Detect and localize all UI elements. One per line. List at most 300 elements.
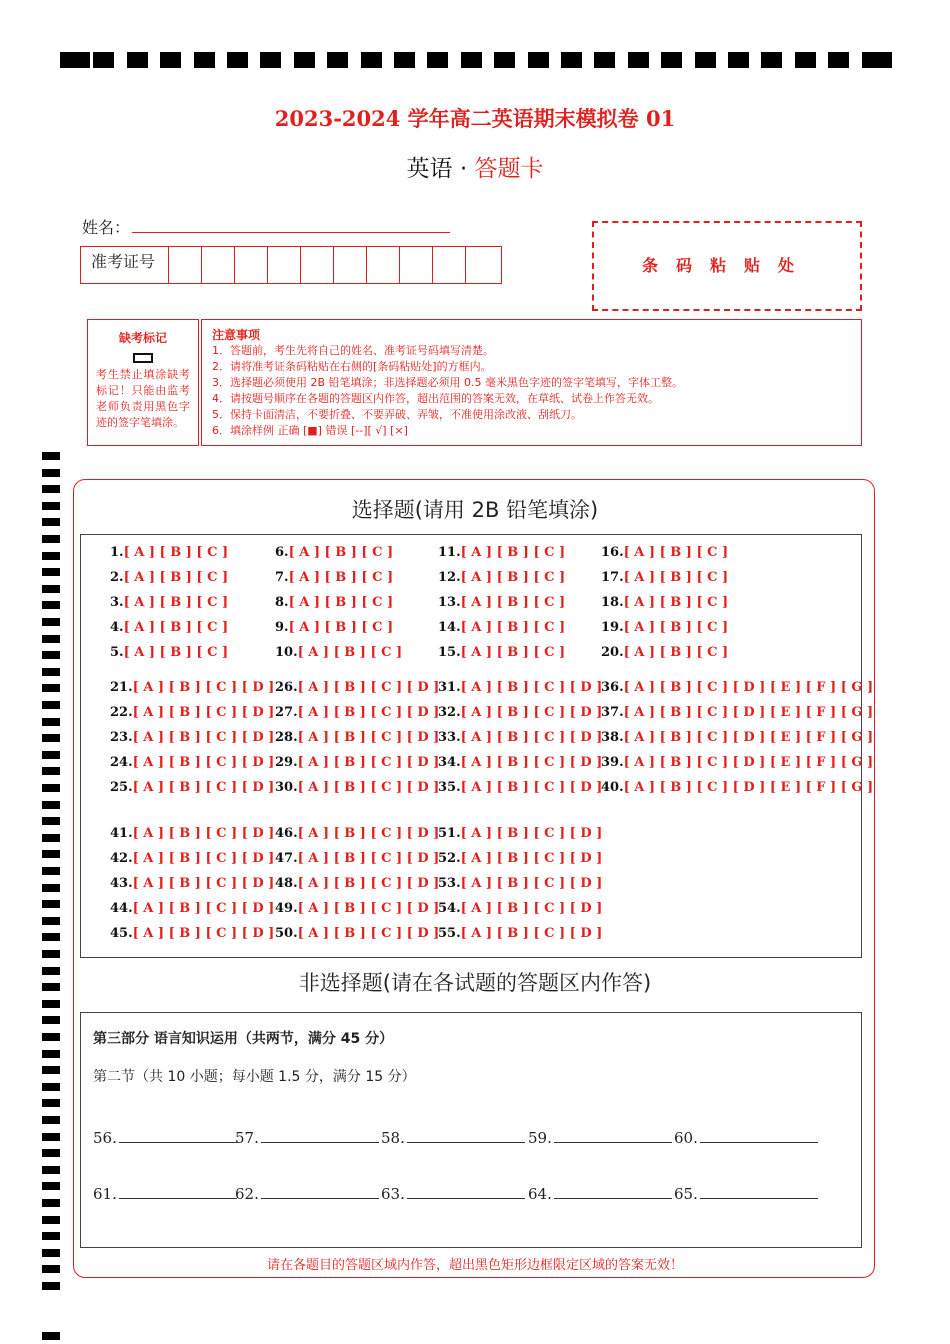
question-number: 29. — [275, 755, 298, 770]
question-number: 45. — [110, 926, 133, 941]
answer-options[interactable]: [ A ] [ B ] [ C ] [ D ] — [297, 926, 440, 941]
mc-question[interactable] — [275, 680, 439, 695]
note-item: 3．选择题必须使用 2B 铅笔填涂；非选择题必须用 0.5 毫米黑色字迹的签字笔填写，字体工整。 — [212, 376, 684, 389]
answer-options[interactable]: [ A ] [ B ] [ C ] — [123, 545, 229, 560]
timing-mark — [42, 535, 60, 543]
answer-options[interactable]: [ A ] [ B ] [ C ] [ D ] — [297, 780, 440, 795]
question-number: 30. — [275, 780, 298, 795]
answer-options[interactable]: [ A ] [ B ] [ C ] [ D ] — [297, 851, 440, 866]
footer-warning: 请在各题目的答题区域内作答，超出黑色矩形边框限定区域的答案无效！ — [266, 1258, 683, 1273]
answer-options[interactable]: [ A ] [ B ] [ C ] [ D ] — [460, 851, 603, 866]
question-number: 33. — [438, 730, 461, 745]
blank-answer[interactable] — [528, 1184, 672, 1203]
blank-answer[interactable] — [674, 1128, 818, 1147]
timing-mark — [42, 1133, 60, 1141]
blank-answer[interactable] — [235, 1128, 379, 1147]
blank-number: 64. — [528, 1185, 552, 1203]
question-number: 13. — [438, 595, 461, 610]
mc-question[interactable] — [275, 901, 439, 916]
name-field[interactable] — [132, 232, 450, 233]
timing-mark — [594, 52, 615, 68]
mc-question[interactable] — [601, 595, 728, 610]
question-number: 22. — [110, 705, 133, 720]
timing-mark — [60, 52, 90, 68]
id-digit-cell[interactable] — [367, 247, 400, 283]
question-number: 6. — [275, 545, 289, 560]
answer-options[interactable]: [ A ] [ B ] [ C ] — [123, 595, 229, 610]
mc-question[interactable] — [275, 730, 439, 745]
mc-question[interactable] — [275, 780, 439, 795]
answer-options[interactable]: [ A ] [ B ] [ C ] [ D ] — [460, 901, 603, 916]
answer-options[interactable]: [ A ] [ B ] [ C ] — [460, 645, 566, 660]
question-number: 14. — [438, 620, 461, 635]
timing-mark — [661, 52, 682, 68]
answer-options[interactable]: [ A ] [ B ] [ C ] [ D ] [ E ] [ F ] [ G ] — [623, 705, 874, 720]
blank-line[interactable] — [119, 1184, 237, 1199]
separator-dot: · — [459, 156, 468, 182]
timing-marks-side — [42, 452, 62, 1342]
answer-options[interactable]: [ A ] [ B ] [ C ] [ D ] — [132, 755, 275, 770]
answer-options[interactable]: [ A ] [ B ] [ C ] — [123, 620, 229, 635]
answer-options[interactable]: [ A ] [ B ] [ C ] [ D ] — [297, 755, 440, 770]
answer-options[interactable]: [ A ] [ B ] [ C ] [ D ] [ E ] [ F ] [ G ] — [623, 730, 874, 745]
timing-mark — [327, 52, 348, 68]
timing-mark — [42, 668, 60, 676]
mc-question[interactable] — [601, 780, 873, 795]
timing-mark — [42, 1066, 60, 1074]
timing-mark — [42, 950, 60, 958]
blank-answer[interactable] — [381, 1184, 525, 1203]
timing-mark — [828, 52, 849, 68]
timing-mark — [795, 52, 816, 68]
question-number: 53. — [438, 876, 461, 891]
question-number: 21. — [110, 680, 133, 695]
question-number: 54. — [438, 901, 461, 916]
question-number: 46. — [275, 826, 298, 841]
timing-mark — [494, 52, 515, 68]
mc-question[interactable] — [110, 620, 228, 635]
mc-question[interactable] — [275, 595, 393, 610]
exam-id-label: 准考证号 — [81, 247, 169, 283]
question-number: 55. — [438, 926, 461, 941]
question-number: 44. — [110, 901, 133, 916]
blank-number: 62. — [235, 1185, 259, 1203]
question-number: 52. — [438, 851, 461, 866]
timing-mark — [461, 52, 482, 68]
mc-question[interactable] — [601, 620, 728, 635]
timing-mark — [93, 52, 114, 68]
question-number: 19. — [601, 620, 624, 635]
answer-options[interactable]: [ A ] [ B ] [ C ] [ D ] — [297, 826, 440, 841]
mc-question[interactable] — [601, 755, 873, 770]
mc-question[interactable] — [601, 545, 728, 560]
question-number: 15. — [438, 645, 461, 660]
mc-question[interactable] — [275, 570, 393, 585]
question-number: 10. — [275, 645, 298, 660]
answer-options[interactable]: [ A ] [ B ] [ C ] [ D ] — [460, 826, 603, 841]
timing-mark — [42, 801, 60, 809]
blank-answer[interactable] — [674, 1184, 818, 1203]
question-number: 51. — [438, 826, 461, 841]
blank-number: 58. — [381, 1129, 405, 1147]
mc-question[interactable] — [110, 645, 228, 660]
answer-options[interactable]: [ A ] [ B ] [ C ] [ D ] — [132, 851, 275, 866]
answer-options[interactable]: [ A ] [ B ] [ C ] [ D ] — [132, 826, 275, 841]
timing-mark — [42, 485, 60, 493]
answer-options[interactable]: [ A ] [ B ] [ C ] [ D ] — [460, 780, 603, 795]
mc-question[interactable] — [275, 545, 393, 560]
timing-mark — [761, 52, 782, 68]
mc-question[interactable] — [275, 926, 439, 941]
answer-options[interactable]: [ A ] [ B ] [ C ] — [288, 545, 394, 560]
timing-mark — [42, 601, 60, 609]
timing-mark — [42, 701, 60, 709]
answer-options[interactable]: [ A ] [ B ] [ C ] — [288, 620, 394, 635]
question-number: 23. — [110, 730, 133, 745]
answer-options[interactable]: [ A ] [ B ] [ C ] — [623, 570, 729, 585]
question-number: 7. — [275, 570, 289, 585]
mc-question[interactable] — [601, 730, 873, 745]
non-mc-section-title: 非选择题(请在各试题的答题区内作答) — [298, 971, 652, 995]
answer-options[interactable]: [ A ] [ B ] [ C ] — [460, 620, 566, 635]
note-item: 6．填涂样例 正确 [■] 错误 [--][ √] [×] — [212, 424, 408, 437]
part3-heading: 第三部分 语言知识运用（共两节，满分 45 分） — [93, 1031, 394, 1047]
blank-answer[interactable] — [235, 1184, 379, 1203]
answer-options[interactable]: [ A ] [ B ] [ C ] [ D ] — [132, 730, 275, 745]
timing-mark — [42, 1182, 60, 1190]
mc-question[interactable] — [438, 755, 602, 770]
timing-mark — [42, 1216, 60, 1224]
answer-options[interactable]: [ A ] [ B ] [ C ] [ D ] — [297, 680, 440, 695]
answer-options[interactable]: [ A ] [ B ] [ C ] [ D ] [ E ] [ F ] [ G ] — [623, 755, 874, 770]
mc-question[interactable] — [438, 545, 565, 560]
question-number: 39. — [601, 755, 624, 770]
answer-options[interactable]: [ A ] [ B ] [ C ] [ D ] — [132, 926, 275, 941]
id-digit-cell[interactable] — [169, 247, 202, 283]
blank-number: 59. — [528, 1129, 552, 1147]
timing-mark — [42, 1116, 60, 1124]
timing-mark — [561, 52, 582, 68]
mc-question[interactable] — [110, 755, 274, 770]
timing-mark — [42, 1282, 60, 1290]
question-number: 40. — [601, 780, 624, 795]
timing-mark — [42, 900, 60, 908]
answer-options[interactable]: [ A ] [ B ] [ C ] [ D ] — [460, 755, 603, 770]
mc-question[interactable] — [601, 645, 728, 660]
answer-options[interactable]: [ A ] [ B ] [ C ] — [623, 645, 729, 660]
mc-question[interactable] — [110, 545, 228, 560]
answer-options[interactable]: [ A ] [ B ] [ C ] [ D ] — [460, 876, 603, 891]
question-number: 36. — [601, 680, 624, 695]
blank-line[interactable] — [700, 1184, 818, 1199]
question-number: 20. — [601, 645, 624, 660]
blank-answer[interactable] — [93, 1184, 237, 1203]
timing-mark — [628, 52, 649, 68]
mc-question[interactable] — [438, 876, 602, 891]
timing-mark — [127, 52, 148, 68]
answer-options[interactable]: [ A ] [ B ] [ C ] — [123, 645, 229, 660]
blank-answer[interactable] — [381, 1128, 525, 1147]
timing-mark — [42, 1166, 60, 1174]
section2-heading: 第二节（共 10 小题；每小题 1.5 分，满分 15 分） — [93, 1069, 416, 1085]
timing-mark — [42, 651, 60, 659]
timing-mark — [42, 850, 60, 858]
mc-question[interactable] — [110, 730, 274, 745]
timing-mark — [42, 734, 60, 742]
mc-question[interactable] — [275, 620, 393, 635]
timing-mark — [42, 834, 60, 842]
answer-options[interactable]: [ A ] [ B ] [ C ] [ D ] — [297, 901, 440, 916]
id-digit-cell[interactable] — [466, 247, 499, 283]
absent-mark-box — [87, 319, 199, 446]
timing-mark — [728, 52, 749, 68]
timing-mark — [42, 1016, 60, 1024]
absent-description: 考生禁止填涂缺考标记！只能由监考老师负责用黑色字迹的签字笔填涂。 — [96, 368, 190, 429]
notes-heading: 注意事项 — [212, 328, 261, 342]
mc-question[interactable] — [275, 876, 439, 891]
mc-question[interactable] — [275, 705, 439, 720]
mc-question[interactable] — [438, 595, 565, 610]
mc-question[interactable] — [438, 570, 565, 585]
question-number: 12. — [438, 570, 461, 585]
timing-mark — [42, 585, 60, 593]
answer-options[interactable]: [ A ] [ B ] [ C ] [ D ] — [132, 780, 275, 795]
note-item: 5．保持卡面清洁，不要折叠、不要弄破、弄皱，不准使用涂改液、刮纸刀。 — [212, 408, 582, 421]
mc-question[interactable] — [110, 595, 228, 610]
question-number: 48. — [275, 876, 298, 891]
mc-question[interactable] — [438, 901, 602, 916]
timing-mark — [42, 1099, 60, 1107]
answer-options[interactable]: [ A ] [ B ] [ C ] [ D ] — [132, 901, 275, 916]
mc-question[interactable] — [438, 680, 602, 695]
id-digit-cell[interactable] — [301, 247, 334, 283]
mc-question[interactable] — [601, 570, 728, 585]
timing-mark — [862, 52, 892, 68]
answer-options[interactable]: [ A ] [ B ] [ C ] [ D ] — [460, 730, 603, 745]
timing-mark — [42, 1050, 60, 1058]
question-number: 38. — [601, 730, 624, 745]
timing-mark — [42, 1232, 60, 1240]
question-number: 50. — [275, 926, 298, 941]
blank-number: 65. — [674, 1185, 698, 1203]
question-number: 34. — [438, 755, 461, 770]
answer-options[interactable]: [ A ] [ B ] [ C ] [ D ] — [460, 680, 603, 695]
question-number: 31. — [438, 680, 461, 695]
mc-question[interactable] — [438, 730, 602, 745]
absent-checkbox[interactable] — [133, 353, 153, 363]
id-digit-cell[interactable] — [433, 247, 466, 283]
mc-question[interactable] — [438, 851, 602, 866]
answer-options[interactable]: [ A ] [ B ] [ C ] [ D ] — [132, 876, 275, 891]
mc-question[interactable] — [110, 851, 274, 866]
blank-number: 57. — [235, 1129, 259, 1147]
question-number: 8. — [275, 595, 289, 610]
question-number: 3. — [110, 595, 124, 610]
blank-number: 63. — [381, 1185, 405, 1203]
timing-mark — [260, 52, 281, 68]
answer-options[interactable]: [ A ] [ B ] [ C ] [ D ] — [460, 926, 603, 941]
timing-mark — [42, 552, 60, 560]
mc-question[interactable] — [601, 680, 873, 695]
blank-line[interactable] — [700, 1128, 818, 1143]
timing-mark — [42, 618, 60, 626]
answer-options[interactable]: [ A ] [ B ] [ C ] [ D ] [ E ] [ F ] [ G ] — [623, 780, 874, 795]
question-number: 11. — [438, 545, 461, 560]
timing-mark — [42, 1149, 60, 1157]
mc-question[interactable] — [110, 570, 228, 585]
answer-options[interactable]: [ A ] [ B ] [ C ] — [460, 570, 566, 585]
note-item: 2．请将准考证条码粘贴在右侧的[条码粘贴处]的方框内。 — [212, 360, 492, 373]
timing-mark — [42, 1332, 60, 1340]
answer-options[interactable]: [ A ] [ B ] [ C ] — [288, 595, 394, 610]
mc-question[interactable] — [110, 901, 274, 916]
mc-question[interactable] — [438, 705, 602, 720]
question-number: 28. — [275, 730, 298, 745]
mc-question[interactable] — [110, 876, 274, 891]
blank-answer[interactable] — [528, 1128, 672, 1147]
mc-question[interactable] — [438, 780, 602, 795]
barcode-area: 条码粘贴处 — [592, 221, 862, 311]
timing-mark — [42, 1000, 60, 1008]
id-digit-cell[interactable] — [334, 247, 367, 283]
mc-question[interactable] — [110, 826, 274, 841]
mc-section-title: 选择题(请用 2B 铅笔填涂) — [351, 498, 599, 522]
timing-mark — [42, 684, 60, 692]
mc-question[interactable] — [275, 826, 439, 841]
answer-options[interactable]: [ A ] [ B ] [ C ] — [623, 620, 729, 635]
mc-question[interactable] — [438, 826, 602, 841]
question-number: 16. — [601, 545, 624, 560]
timing-mark — [42, 933, 60, 941]
question-number: 43. — [110, 876, 133, 891]
question-number: 41. — [110, 826, 133, 841]
timing-mark — [695, 52, 716, 68]
timing-mark — [394, 52, 415, 68]
mc-question[interactable] — [438, 620, 565, 635]
blank-line[interactable] — [261, 1128, 379, 1143]
question-number: 24. — [110, 755, 133, 770]
timing-mark — [42, 718, 60, 726]
question-number: 25. — [110, 780, 133, 795]
timing-mark — [42, 1083, 60, 1091]
id-digit-cell[interactable] — [268, 247, 301, 283]
timing-mark — [227, 52, 248, 68]
answer-options[interactable]: [ A ] [ B ] [ C ] [ D ] — [297, 876, 440, 891]
blank-line[interactable] — [407, 1184, 525, 1199]
timing-mark — [42, 751, 60, 759]
answer-options[interactable]: [ A ] [ B ] [ C ] — [623, 595, 729, 610]
question-number: 9. — [275, 620, 289, 635]
answer-options[interactable]: [ A ] [ B ] [ C ] — [288, 570, 394, 585]
answer-options[interactable]: [ A ] [ B ] [ C ] — [460, 545, 566, 560]
blank-number: 60. — [674, 1129, 698, 1147]
timing-mark — [160, 52, 181, 68]
timing-mark — [42, 469, 60, 477]
blank-line[interactable] — [407, 1128, 525, 1143]
answer-options[interactable]: [ A ] [ B ] [ C ] [ D ] [ E ] [ F ] [ G ] — [623, 680, 874, 695]
blank-line[interactable] — [554, 1184, 672, 1199]
mc-question[interactable] — [601, 705, 873, 720]
timing-mark — [294, 52, 315, 68]
timing-mark — [194, 52, 215, 68]
question-number: 18. — [601, 595, 624, 610]
timing-mark — [427, 52, 448, 68]
mc-question[interactable] — [110, 680, 274, 695]
card-label: 答题卡 — [474, 156, 544, 182]
notes-box — [201, 319, 862, 446]
timing-mark — [42, 817, 60, 825]
blank-line[interactable] — [554, 1128, 672, 1143]
timing-mark — [42, 1199, 60, 1207]
answer-options[interactable]: [ A ] [ B ] [ C ] [ D ] — [297, 730, 440, 745]
question-number: 2. — [110, 570, 124, 585]
name-label: 姓名： — [82, 218, 131, 237]
exam-id-box — [80, 246, 502, 284]
timing-mark — [528, 52, 549, 68]
blank-number: 56. — [93, 1129, 117, 1147]
subject-label: 英语 — [406, 156, 453, 182]
question-number: 35. — [438, 780, 461, 795]
question-number: 26. — [275, 680, 298, 695]
absent-title: 缺考标记 — [118, 331, 167, 345]
question-number: 5. — [110, 645, 124, 660]
question-number: 37. — [601, 705, 624, 720]
note-item: 1．答题前，考生先将自己的姓名、准考证号码填写清楚。 — [212, 344, 494, 357]
answer-options[interactable]: [ A ] [ B ] [ C ] [ D ] — [132, 705, 275, 720]
timing-mark — [42, 568, 60, 576]
mc-question[interactable] — [438, 645, 565, 660]
answer-options[interactable]: [ A ] [ B ] [ C ] — [460, 595, 566, 610]
question-number: 49. — [275, 901, 298, 916]
blank-line[interactable] — [261, 1184, 379, 1199]
answer-options[interactable]: [ A ] [ B ] [ C ] [ D ] — [297, 705, 440, 720]
timing-mark — [42, 917, 60, 925]
id-digit-cell[interactable] — [202, 247, 235, 283]
mc-question[interactable] — [438, 926, 602, 941]
id-digit-cell[interactable] — [235, 247, 268, 283]
id-digit-cell[interactable] — [400, 247, 433, 283]
question-number: 4. — [110, 620, 124, 635]
timing-mark — [42, 452, 60, 460]
mc-question[interactable] — [110, 926, 274, 941]
timing-mark — [42, 784, 60, 792]
mc-question[interactable] — [110, 780, 274, 795]
answer-options[interactable]: [ A ] [ B ] [ C ] [ D ] — [460, 705, 603, 720]
answer-options[interactable]: [ A ] [ B ] [ C ] — [623, 545, 729, 560]
blank-number: 61. — [93, 1185, 117, 1203]
timing-mark — [42, 635, 60, 643]
timing-mark — [42, 767, 60, 775]
answer-options[interactable]: [ A ] [ B ] [ C ] — [123, 570, 229, 585]
blank-line[interactable] — [119, 1128, 237, 1143]
mc-question[interactable] — [110, 705, 274, 720]
mc-question[interactable] — [275, 851, 439, 866]
mc-question[interactable] — [275, 645, 402, 660]
timing-mark — [42, 884, 60, 892]
answer-options[interactable]: [ A ] [ B ] [ C ] [ D ] — [132, 680, 275, 695]
timing-mark — [361, 52, 382, 68]
question-number: 27. — [275, 705, 298, 720]
mc-question[interactable] — [275, 755, 439, 770]
page-title: 2023-2024 学年高二英语期末模拟卷 01 — [274, 106, 676, 131]
page-subtitle — [0, 150, 950, 183]
timing-marks-top — [60, 52, 892, 68]
answer-options[interactable]: [ A ] [ B ] [ C ] — [297, 645, 403, 660]
blank-answer[interactable] — [93, 1128, 237, 1147]
question-number: 1. — [110, 545, 124, 560]
note-item: 4．请按题号顺序在各题的答题区内作答，超出范围的答案无效，在草纸、试卷上作答无效。 — [212, 392, 659, 405]
question-number: 32. — [438, 705, 461, 720]
